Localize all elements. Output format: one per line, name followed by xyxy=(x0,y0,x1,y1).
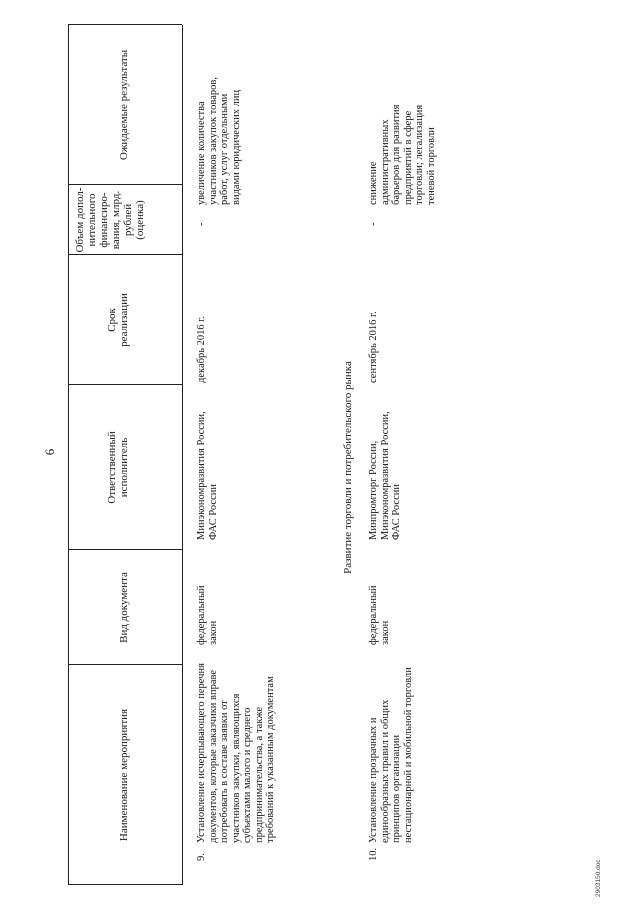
row-executor: Минпромторг России, Минэкономразвития России, ФАС России xyxy=(368,411,402,540)
row-results: снижение административных барьеров для развития предприятий в сфере торговли; легализация теневой торговли xyxy=(368,104,437,205)
footer-code: 2903150.doc xyxy=(595,859,602,897)
header-doc-type: Вид документа xyxy=(118,572,130,643)
row-results: увеличение количества участников закупок товаров, работ, услуг отдельными видами юридических лиц xyxy=(196,77,242,205)
col-divider xyxy=(68,24,182,25)
row-doc-type: федеральный закон xyxy=(368,585,391,645)
page-number: 6 xyxy=(42,448,57,456)
row-number: 10. xyxy=(368,847,379,861)
header-name: Наименование мероприятия xyxy=(118,708,130,842)
col-divider xyxy=(68,384,182,385)
header-term: Срок реализации xyxy=(106,293,130,347)
section-title: Развитие торговли и потребительского рынка xyxy=(342,361,354,574)
row-number: 9. xyxy=(196,853,207,861)
row-doc-type: федеральный закон xyxy=(196,585,219,645)
header-funding: Объем допол-нительного финансиро-вания, млрд. рублей (оценка) xyxy=(74,187,146,253)
row-executor: Минэкономразвития России, ФАС России xyxy=(196,411,219,540)
row-funding: - xyxy=(368,222,379,226)
row-name: Установление исчерпывающего перечня документов, которые заказчики вправе потребовать в составе заявки от участников закупки, являющихся субъектами малого и среднего предпринимательства, а также требований к указанным документам xyxy=(196,663,276,843)
col-divider xyxy=(68,184,182,185)
row-funding: - xyxy=(196,222,207,226)
header-results: Ожидаемые результаты xyxy=(118,49,130,161)
col-divider xyxy=(68,254,182,255)
header-separator xyxy=(182,25,183,885)
row-term: декабрь 2016 г. xyxy=(196,316,207,383)
header-executor: Ответственный исполнитель xyxy=(106,431,130,504)
row-name: Установление прозрачных и единообразных правил и общих принципов организации нестационарной и мобильной торговли xyxy=(368,667,414,843)
row-term: сентябрь 2016 г. xyxy=(368,311,379,383)
table-border-top xyxy=(68,25,69,885)
